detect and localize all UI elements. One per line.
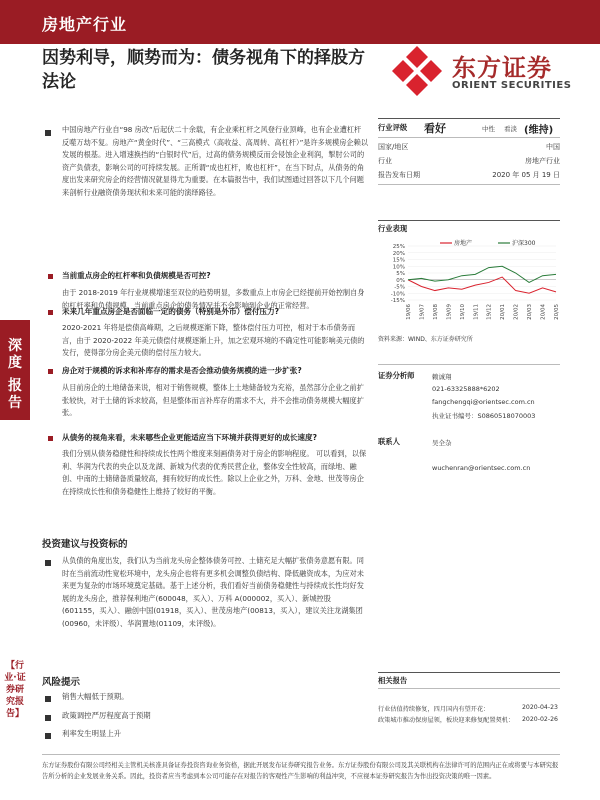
question-answer: 从目前房企的土地储备来说，相对于销售规模，整体上土地储备较为充裕，虽然部分企业之前扩张较快，对于土储的诉求较高，但是整体而言补库存的需求不大，并不会推动债务规模大幅度扩张。 bbox=[62, 383, 364, 417]
chart-source: 资料来源：WIND、东方证券研究所 bbox=[378, 336, 473, 343]
bullet-icon bbox=[48, 436, 53, 441]
intro-paragraph: 中国房地产行业自“98 房改”后起伏二十余载，有企业乘杠杆之风登行业顶峰，也有企业遭杠杆反噬万劫不复。房地产“黄金时代”、“三高模式（高收益、高周转、高杠杆）”是许多规模房企赖以发展的根基。进入增速换挡的“白银时代”后，过高的债务规模反而会侵蚀企业利润，掣肘公司的资产负债表，影响公司的可持续发展。正所谓“成也杠杆，败也杠杆”，在当下时点，从债务的角度出发来研究房企的经营情况就显得尤为重要。在本篇报告中，我们试图通过回答以下几个问题来剖析行业融资债务现状和未来可能的演绎路径。 bbox=[62, 125, 368, 197]
question-answer: 2020-2021 年将是偿债高峰期，之后规模逐渐下降，整体偿付压力可控，相对于本币债务而言，由于 2020-2022 年美元债偿付规模逐渐上升，加之宏观环境的不确定性可能影响美元债的发行，使得部分房企美元债的偿付压力较大。 bbox=[62, 323, 365, 357]
related-item-date: 2020-04-23 bbox=[522, 704, 558, 711]
bullet-icon bbox=[45, 130, 51, 136]
chart-y-tick-label: -5% bbox=[394, 284, 405, 291]
divider bbox=[378, 672, 560, 673]
chart-y-tick-label: 0% bbox=[396, 277, 405, 284]
divider bbox=[378, 364, 560, 365]
related-item-date: 2020-02-26 bbox=[522, 716, 558, 723]
chart-x-tick-label: 20/02 bbox=[513, 304, 520, 320]
contact-email[interactable]: wuchenran@orientsec.com.cn bbox=[432, 464, 531, 472]
chart-x-tick-label: 19/12 bbox=[486, 304, 493, 320]
question-answer: 由于 2018-2019 年行业规模增速至双位的趋势明显，多数重点上市房企已经提前开始控制自身的杠杆率和负债规模，当前重点房企的债务情况并不会影响到企业的正常经营。 bbox=[62, 288, 365, 310]
info-value: 房地产行业 bbox=[525, 157, 560, 165]
industry-title: 房地产行业 bbox=[42, 15, 128, 34]
logo-english: ORIENT SECURITIES bbox=[452, 80, 572, 91]
related-item-title[interactable]: 政策城市推动保房屋领，板块迎来修复配置契机： bbox=[378, 717, 515, 724]
risk-item: 政策调控严厉程度高于预期 bbox=[62, 711, 151, 720]
report-type-char: 深 bbox=[8, 338, 22, 354]
contact-label: 联系人 bbox=[378, 437, 400, 446]
rating-value: 看好 bbox=[424, 122, 446, 135]
divider bbox=[378, 137, 560, 138]
question-heading: 房企对于规模的诉求和补库存的需求是否会推动债务规模的进一步扩张? bbox=[62, 366, 302, 375]
investment-paragraph: 从负债的角度出发，我们认为当前龙头房企整体债务可控、土储充足大幅扩张债务意愿有限。同时在当前流动性宽松环境中，龙头房企也将有更多机会调整负债结构、降低融资成本，为应对未来更为复杂的市场环境奠定基础。基于上述分析，我们看好当前债务稳健性与持续成长性均好发展的龙头房企，推荐保利地产(600048，买入）、万科 A(000002，买入）、新城控股(601155，买入）、融创中国(01918，买入）、世茂房地产(00813，买入），建议关注龙湖集团(00960，未评级）、华润置地(01109，未评级)。 bbox=[62, 556, 364, 628]
orient-logo-icon bbox=[390, 44, 444, 98]
chart-legend-label: 房地产 bbox=[454, 240, 473, 247]
report-category-vertical: 【行业·证券研究报告】 bbox=[4, 661, 26, 719]
chart-x-tick-label: 19/08 bbox=[432, 304, 439, 320]
related-item-title[interactable]: 行业估值持续修复，四月国内有望开花： bbox=[378, 706, 490, 713]
chart-x-tick-label: 20/04 bbox=[540, 304, 547, 320]
report-type-char: 度 bbox=[8, 355, 22, 371]
bullet-icon bbox=[45, 560, 51, 566]
report-type-tab bbox=[0, 320, 30, 420]
chart-x-tick-label: 20/05 bbox=[554, 304, 560, 320]
rating-neutral: 中性 bbox=[482, 125, 495, 133]
chart-x-tick-label: 19/10 bbox=[459, 304, 466, 320]
bullet-icon bbox=[48, 310, 53, 315]
chart-x-tick-label: 20/03 bbox=[527, 304, 534, 320]
analyst-email[interactable]: fangchengqi@orientsec.com.cn bbox=[432, 398, 535, 406]
analyst-cert: 执业证书编号：S0860518070003 bbox=[432, 412, 536, 420]
info-key: 行业 bbox=[378, 157, 392, 165]
related-heading: 相关报告 bbox=[378, 676, 408, 685]
info-value: 2020 年 05 月 19 日 bbox=[492, 171, 560, 179]
investment-heading: 投资建议与投资标的 bbox=[42, 539, 128, 550]
risk-item: 销售大幅低于预期。 bbox=[62, 692, 129, 701]
chart-y-tick-label: -10% bbox=[390, 291, 405, 298]
chart-x-tick-label: 19/09 bbox=[446, 304, 453, 320]
analyst-name: 赖诚翔 bbox=[432, 373, 452, 381]
industry-performance-chart bbox=[378, 238, 560, 330]
divider bbox=[42, 754, 560, 755]
report-type-char: 告 bbox=[8, 395, 22, 411]
bullet-icon bbox=[48, 274, 53, 279]
chart-x-tick-label: 19/06 bbox=[406, 304, 412, 320]
report-type-char: 报 bbox=[8, 378, 22, 394]
chart-y-tick-label: 20% bbox=[392, 250, 405, 257]
info-value: 中国 bbox=[546, 143, 560, 151]
bullet-icon bbox=[48, 369, 53, 374]
divider bbox=[378, 220, 560, 221]
bullet-icon bbox=[45, 715, 51, 721]
bullet-icon bbox=[45, 696, 51, 702]
contact-name: 吴全杂 bbox=[432, 439, 452, 447]
rating-label: 行业评级 bbox=[378, 123, 408, 132]
analyst-label: 证券分析师 bbox=[378, 371, 415, 380]
rating-negative: 看淡 bbox=[504, 125, 517, 133]
bullet-icon bbox=[45, 733, 51, 739]
chart-x-tick-label: 20/01 bbox=[500, 304, 507, 320]
info-key: 国家/地区 bbox=[378, 143, 409, 151]
divider bbox=[378, 688, 560, 689]
chart-x-tick-label: 19/11 bbox=[473, 304, 480, 320]
rating-maintain: (维持) bbox=[524, 125, 554, 136]
chart-y-tick-label: 5% bbox=[396, 271, 405, 277]
report-title: 因势利导，顺势而为：债务视角下的择股方法论 bbox=[42, 48, 365, 92]
divider bbox=[378, 118, 560, 119]
logo-chinese: 东方证券 bbox=[452, 54, 552, 82]
analyst-phone: 021-63325888*6202 bbox=[432, 385, 500, 393]
question-answer: 我们分别从债务稳健性和持续成长性两个维度来刻画债务对于房企的影响程度。 可以看到，以保利、华润为代表的央企以及龙湖、新城为代表的优秀民营企业，整体安全性较高，而绿地、融创、中南的土储储备质量较高，拥有较好的成长性。除以上企业之外，万科、金地、世茂等房企在持续成长性和债务稳健性上维持了较好的平衡。 bbox=[62, 449, 367, 496]
disclaimer-footer: 东方证券股份有限公司经相关主管机关核准具备证券投资咨询业务资格，据此开展发布证券研究报告业务。东方证券股份有限公司及其关联机构在法律许可的范围内正在或将要与本研究报告所分析的企业发展业务关系。因此，投资者应当考虑到本公司可能存在对报告的客观性产生影响的利益冲突，不应视本证券研究报告为作出投资决策的唯一因素。 bbox=[42, 762, 559, 780]
chart-y-tick-label: 15% bbox=[392, 257, 405, 264]
chart-x-tick-label: 19/07 bbox=[419, 304, 426, 320]
risk-item: 利率发生明显上升 bbox=[62, 729, 122, 738]
question-heading: 从债务的视角来看，未来哪些企业更能适应当下环境并获得更好的成长速度? bbox=[62, 433, 317, 442]
chart-legend-label: 沪深300 bbox=[512, 240, 536, 247]
chart-y-tick-label: 10% bbox=[392, 264, 405, 271]
question-heading: 当前重点房企的杠杆率和负债规模是否可控? bbox=[62, 271, 211, 280]
chart-y-tick-label: -15% bbox=[390, 298, 405, 304]
info-key: 报告发布日期 bbox=[378, 171, 420, 179]
question-heading: 未来几年重点房企是否面临一定的债务（特别是外币）偿付压力? bbox=[62, 307, 280, 316]
chart-y-tick-label: 25% bbox=[392, 244, 405, 250]
divider bbox=[378, 184, 560, 185]
risk-heading: 风险提示 bbox=[42, 677, 81, 688]
chart-title: 行业表现 bbox=[378, 224, 408, 233]
